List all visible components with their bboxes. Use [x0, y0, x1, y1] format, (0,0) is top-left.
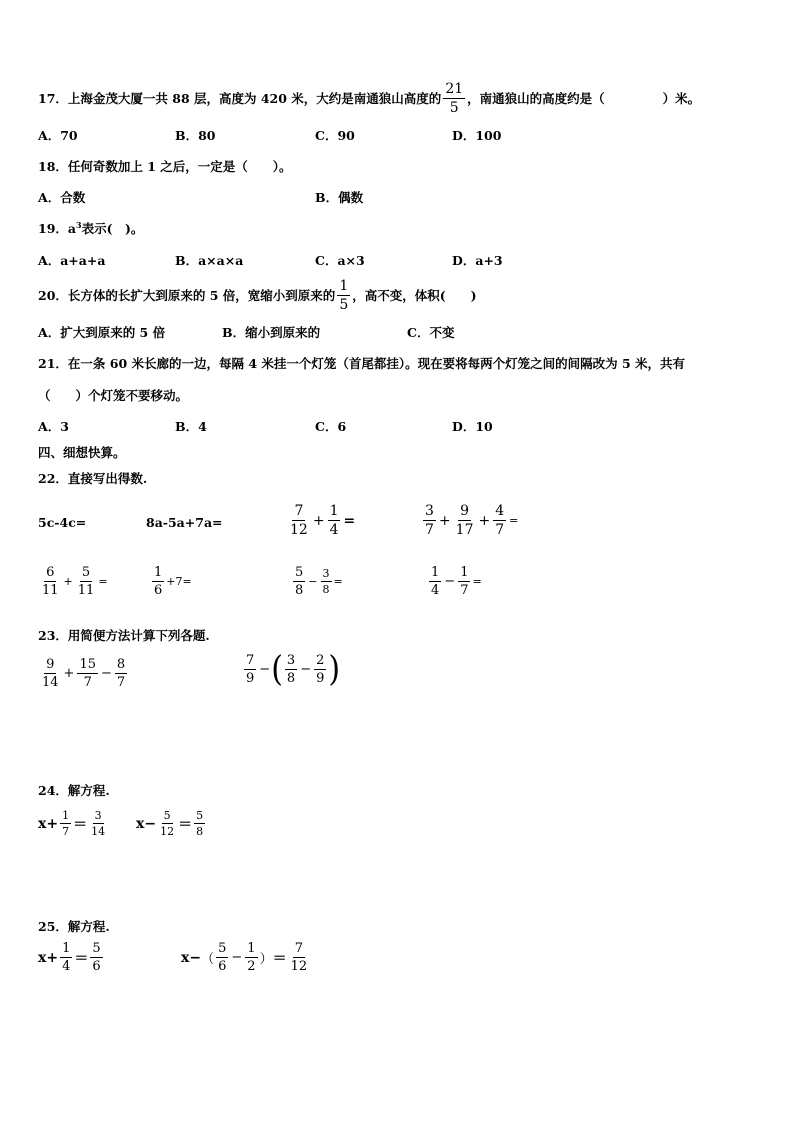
q23-e1-op2: − [101, 666, 112, 681]
q23-e2-frac-b: $\frac{3}{8}$ [286, 653, 296, 686]
q22-e4-op2: + [478, 512, 491, 529]
q22-e5-eq: = [98, 575, 108, 588]
q25-equation-1 [38, 942, 105, 973]
q24-e1-x: x [38, 815, 47, 832]
q23-e1-frac-b: $\frac{15}{7}$ [79, 657, 96, 690]
q23-e2-frac-c: $\frac{2}{9}$ [316, 653, 325, 686]
q18-option-a: A．合数 [38, 190, 86, 205]
q21-option-b: B．4 [175, 419, 207, 434]
q24-e2-frac-a: $\frac{5}{12}$ [160, 809, 175, 838]
q22-e8-frac-a: $\frac{1}{4}$ [431, 565, 440, 598]
q25-e2-frac-a: $\frac{5}{6}$ [218, 941, 227, 974]
q22-expr-4 [421, 504, 519, 537]
q17-option-c: C．90 [315, 128, 355, 143]
q24-e1-frac-b: $\frac{3}{14}$ [91, 809, 106, 838]
q19-exponent: 3 [76, 219, 82, 230]
q24-e1-eq: ＝ [73, 816, 88, 833]
q22-e7-frac-a: $\frac{5}{8}$ [295, 565, 304, 598]
question-17 [38, 80, 700, 116]
q25-e1-x: x [38, 949, 47, 966]
q17-fraction: $\frac{21}{5}$ [445, 80, 464, 116]
q25-e2-right-paren: ） [259, 952, 273, 967]
q24-e1-op: + [46, 815, 59, 832]
q21-option-a: A．3 [38, 419, 69, 434]
q23-expr-1 [38, 658, 129, 689]
q24-e2-frac-b: $\frac{5}{8}$ [196, 809, 204, 838]
q22-e3-op: + [312, 512, 325, 529]
q19-option-d: D．a+3 [452, 253, 503, 268]
q24-e1-frac-a: $\frac{1}{7}$ [62, 809, 70, 838]
q22-e3-frac-b: $\frac{1}{4}$ [329, 503, 339, 538]
q22-e3-eq: = [343, 512, 356, 529]
question-18: 18．任何奇数加上 1 之后，一定是（ ）。 [38, 159, 292, 174]
q23-e1-op1: + [63, 666, 75, 681]
q22-e7-op: − [308, 575, 318, 588]
q20-option-a: A．扩大到原来的 5 倍 [38, 325, 166, 340]
q22-expr-7 [291, 566, 343, 597]
q23-e1-frac-a: $\frac{9}{14}$ [42, 657, 59, 690]
q17-number: 17． [38, 91, 68, 106]
q24-e2-eq: ＝ [178, 816, 193, 833]
q19-option-a: A．a+a+a [38, 253, 106, 268]
q19-option-c: C．a×3 [315, 253, 365, 268]
q17-text-1: 上海金茂大厦一共 88 层，高度为 420 米，大约是南通狼山高度的 [67, 91, 442, 106]
q22-expr-5 [38, 566, 108, 597]
q23-e1-frac-c: $\frac{8}{7}$ [116, 657, 126, 690]
q25-e2-x: x [181, 949, 190, 966]
q25-e2-eq: ＝ [272, 950, 287, 967]
q21-option-c: C．6 [315, 419, 347, 434]
q22-expr-2: 8a-5a+7a= [146, 515, 223, 530]
q25-e2-op2: − [231, 950, 243, 965]
q22-e4-op1: + [438, 512, 451, 529]
q25-e2-op: − [189, 949, 202, 966]
q22-e7-frac-b: $\frac{3}{8}$ [322, 567, 330, 596]
q25-e1-op: + [46, 949, 59, 966]
q24-e2-x: x [136, 815, 145, 832]
question-23-title: 23．用简便方法计算下列各题. [38, 628, 210, 643]
q22-expr-8 [427, 566, 482, 597]
q22-e5-frac-a: $\frac{6}{11}$ [42, 565, 59, 598]
q22-e4-frac-b: $\frac{9}{17}$ [455, 503, 474, 538]
q22-e4-frac-a: $\frac{3}{7}$ [425, 503, 434, 538]
q19-text: 表示( )。 [81, 221, 144, 236]
q22-e8-frac-b: $\frac{1}{7}$ [460, 565, 469, 598]
q22-e8-eq: = [472, 575, 482, 588]
q23-e2-left-paren: ( [271, 648, 283, 690]
q25-equation-2 [181, 942, 311, 973]
q22-e5-frac-b: $\frac{5}{11}$ [77, 565, 95, 598]
q17-option-d: D．100 [452, 128, 502, 143]
q17-option-b: B．80 [175, 128, 216, 143]
q19-base: a [67, 221, 77, 236]
q22-expr-6 [150, 566, 192, 597]
section-4-title: 四、细想快算。 [38, 445, 126, 460]
q24-equation-2 [136, 810, 207, 837]
question-21-line-2: （ ）个灯笼不要移动。 [38, 388, 189, 403]
q25-e2-frac-b: $\frac{1}{2}$ [247, 941, 256, 974]
q21-option-d: D．10 [452, 419, 493, 434]
q20-text-2: ，高不变，体积( ) [352, 288, 477, 303]
q19-number: 19． [38, 221, 68, 236]
q24-e2-op: − [144, 815, 157, 832]
q20-option-c: C．不变 [407, 325, 455, 340]
q17-option-a: A．70 [38, 128, 78, 143]
question-25-title: 25．解方程. [38, 919, 110, 934]
q20-option-b: B．缩小到原来的 [222, 325, 321, 340]
q25-e2-left-paren: （ [201, 952, 215, 967]
q22-e3-frac-a: $\frac{7}{12}$ [290, 503, 308, 538]
q25-e1-frac-a: $\frac{1}{4}$ [62, 941, 71, 974]
q25-e2-frac-c: $\frac{7}{12}$ [290, 941, 308, 974]
q22-e6-rest: +7= [166, 575, 192, 588]
question-20 [38, 278, 477, 312]
q22-e6-frac-a: $\frac{1}{6}$ [154, 565, 163, 598]
question-19 [38, 219, 143, 237]
q23-e2-right-paren: ) [328, 648, 341, 690]
q25-e1-frac-b: $\frac{5}{6}$ [92, 941, 101, 974]
q17-text-3: ）米。 [662, 91, 701, 106]
q19-option-b: B．a×a×a [175, 253, 244, 268]
q20-fraction: $\frac{1}{5}$ [339, 277, 349, 313]
q22-expr-3 [286, 504, 356, 537]
q23-e2-op2: − [300, 662, 312, 677]
q17-text-2: ，南通狼山的高度约是（ [467, 91, 605, 106]
q22-e4-eq: = [509, 514, 519, 527]
q23-e2-frac-a: $\frac{7}{9}$ [246, 653, 255, 686]
q23-expr-2 [242, 648, 341, 690]
q20-text-1: 20．长方体的长扩大到原来的 5 倍，宽缩小到原来的 [38, 288, 336, 303]
q22-e4-frac-c: $\frac{4}{7}$ [495, 503, 505, 538]
q24-equation-1 [38, 810, 109, 837]
q23-e2-op: − [259, 662, 271, 677]
q22-e5-op: + [63, 575, 73, 588]
question-22-title: 22．直接写出得数. [38, 471, 148, 486]
q18-option-b: B．偶数 [315, 190, 364, 205]
q22-e8-op: − [444, 574, 456, 589]
question-24-title: 24．解方程. [38, 783, 110, 798]
q22-e7-eq: = [333, 575, 343, 588]
q22-expr-1: 5c-4c= [38, 515, 87, 530]
q25-e1-eq: ＝ [74, 950, 89, 967]
question-21-line-1: 21．在一条 60 米长廊的一边，每隔 4 米挂一个灯笼（首尾都挂）。现在要将每两个灯笼之间的间隔改为 5 米，共有 [38, 356, 686, 371]
